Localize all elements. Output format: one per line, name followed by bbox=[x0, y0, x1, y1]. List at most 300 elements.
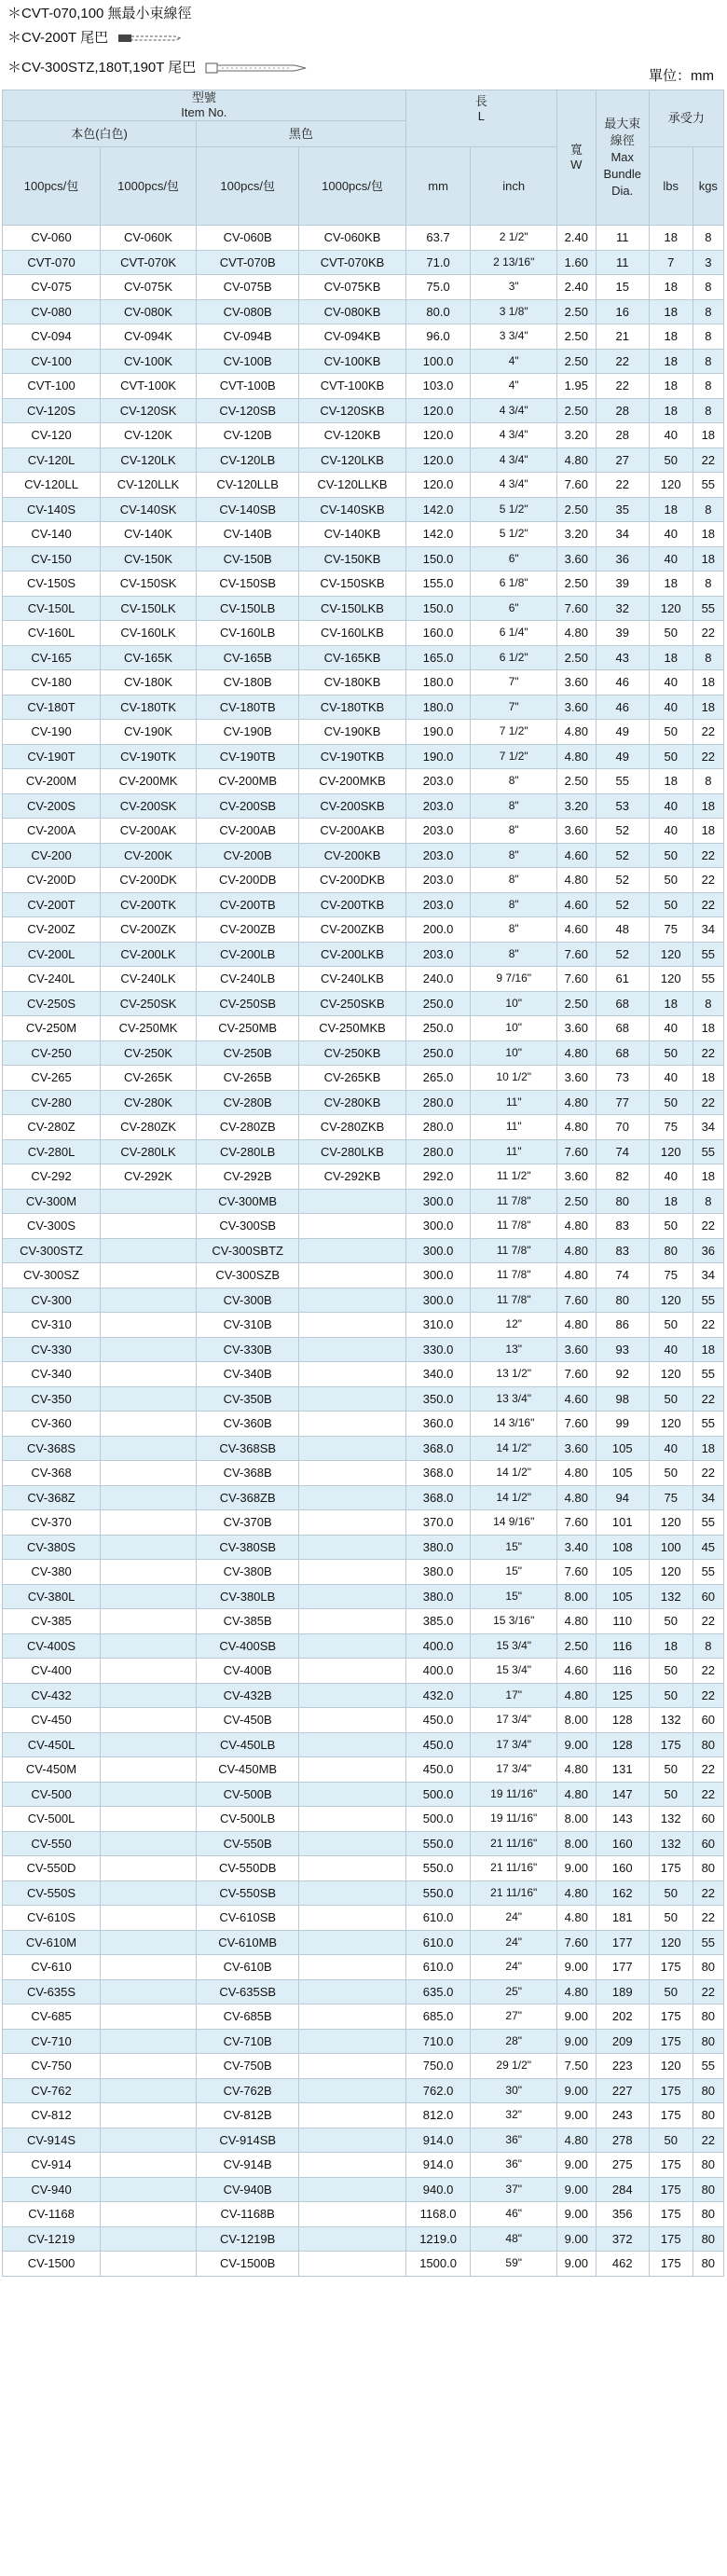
cell-tensile-kgs: 18 bbox=[693, 793, 723, 819]
cell-bundle-dia: 80 bbox=[596, 1189, 649, 1214]
cell-length-inch: 13 3/4" bbox=[471, 1386, 557, 1412]
cell-natural-100: CV-120L bbox=[3, 448, 101, 473]
cell-black-100: CV-400SB bbox=[197, 1633, 299, 1659]
cell-natural-1000 bbox=[101, 1633, 197, 1659]
cell-tensile-kgs: 80 bbox=[693, 1955, 723, 1980]
cell-tensile-kgs: 60 bbox=[693, 1584, 723, 1609]
cell-natural-100: CVT-100 bbox=[3, 374, 101, 399]
cell-width: 2.50 bbox=[557, 991, 597, 1016]
cell-length-mm: 103.0 bbox=[405, 374, 471, 399]
cell-length-mm: 368.0 bbox=[405, 1461, 471, 1486]
cell-black-100: CV-280LB bbox=[197, 1139, 299, 1164]
cell-black-1000 bbox=[299, 1906, 405, 1931]
cell-width: 9.00 bbox=[557, 2103, 597, 2128]
cell-black-100: CV-300MB bbox=[197, 1189, 299, 1214]
cell-natural-1000: CVT-070K bbox=[101, 250, 197, 275]
cell-width: 2.40 bbox=[557, 275, 597, 300]
cell-tensile-lbs: 120 bbox=[649, 1288, 693, 1313]
cell-width: 9.00 bbox=[557, 2004, 597, 2030]
table-row bbox=[3, 1683, 724, 1708]
cell-tensile-kgs: 55 bbox=[693, 2054, 723, 2079]
cell-bundle-dia: 77 bbox=[596, 1090, 649, 1115]
cell-natural-1000: CV-200SK bbox=[101, 793, 197, 819]
cell-length-mm: 940.0 bbox=[405, 2177, 471, 2202]
cell-black-100: CV-250SB bbox=[197, 991, 299, 1016]
cell-length-mm: 280.0 bbox=[405, 1115, 471, 1140]
cell-natural-1000 bbox=[101, 2128, 197, 2153]
cell-bundle-dia: 86 bbox=[596, 1313, 649, 1338]
cell-natural-100: CV-380L bbox=[3, 1584, 101, 1609]
cell-tensile-kgs: 8 bbox=[693, 1633, 723, 1659]
cell-width: 7.60 bbox=[557, 596, 597, 621]
cell-length-mm: 432.0 bbox=[405, 1683, 471, 1708]
cell-tensile-kgs: 34 bbox=[693, 1485, 723, 1510]
cell-bundle-dia: 49 bbox=[596, 744, 649, 769]
cell-width: 8.00 bbox=[557, 1831, 597, 1856]
cell-black-1000: CV-200LKB bbox=[299, 942, 405, 967]
cell-tensile-kgs: 36 bbox=[693, 1238, 723, 1263]
cell-bundle-dia: 39 bbox=[596, 621, 649, 646]
cell-bundle-dia: 83 bbox=[596, 1214, 649, 1239]
cell-natural-1000 bbox=[101, 2103, 197, 2128]
cell-length-mm: 180.0 bbox=[405, 670, 471, 696]
cell-natural-1000: CV-190K bbox=[101, 720, 197, 745]
cell-natural-1000 bbox=[101, 2153, 197, 2178]
cell-bundle-dia: 68 bbox=[596, 1040, 649, 1066]
cell-length-inch: 4 3/4" bbox=[471, 448, 557, 473]
cell-natural-1000 bbox=[101, 1461, 197, 1486]
cell-tensile-kgs: 8 bbox=[693, 398, 723, 423]
cell-length-mm: 750.0 bbox=[405, 2054, 471, 2079]
cell-black-1000: CVT-100KB bbox=[299, 374, 405, 399]
cell-tensile-lbs: 175 bbox=[649, 2029, 693, 2054]
header-model-cn: 型號 bbox=[191, 90, 216, 104]
cell-bundle-dia: 147 bbox=[596, 1782, 649, 1807]
cell-length-inch: 25" bbox=[471, 1979, 557, 2004]
cell-natural-1000: CV-080K bbox=[101, 299, 197, 324]
table-row bbox=[3, 324, 724, 350]
cell-tensile-kgs: 8 bbox=[693, 572, 723, 597]
cell-tensile-kgs: 80 bbox=[693, 2029, 723, 2054]
cell-black-1000 bbox=[299, 1214, 405, 1239]
cell-tensile-kgs: 18 bbox=[693, 1337, 723, 1362]
cell-black-1000 bbox=[299, 1412, 405, 1437]
header-tensile: 承受力 bbox=[649, 90, 723, 147]
cell-natural-1000 bbox=[101, 1880, 197, 1906]
cell-width: 4.60 bbox=[557, 892, 597, 917]
cell-natural-1000 bbox=[101, 1436, 197, 1461]
cell-natural-1000 bbox=[101, 1189, 197, 1214]
cell-black-1000: CV-140KB bbox=[299, 522, 405, 547]
cell-length-inch: 6" bbox=[471, 546, 557, 572]
cell-tensile-lbs: 175 bbox=[649, 2153, 693, 2178]
cell-tensile-kgs: 22 bbox=[693, 1090, 723, 1115]
table-row bbox=[3, 1659, 724, 1684]
cell-natural-1000: CV-165K bbox=[101, 645, 197, 670]
header-mm: mm bbox=[405, 147, 471, 226]
cell-black-1000 bbox=[299, 1979, 405, 2004]
cell-tensile-kgs: 22 bbox=[693, 1880, 723, 1906]
cell-width: 3.60 bbox=[557, 1436, 597, 1461]
cell-width: 4.80 bbox=[557, 448, 597, 473]
cell-black-1000 bbox=[299, 1263, 405, 1288]
cell-black-100: CV-500LB bbox=[197, 1807, 299, 1832]
cell-tensile-kgs: 18 bbox=[693, 522, 723, 547]
cell-width: 3.20 bbox=[557, 793, 597, 819]
header-width-sym: W bbox=[570, 158, 583, 172]
cell-black-1000 bbox=[299, 1485, 405, 1510]
cell-length-inch: 15 3/4" bbox=[471, 1633, 557, 1659]
cell-black-100: CV-310B bbox=[197, 1313, 299, 1338]
cell-black-100: CV-100B bbox=[197, 349, 299, 374]
cell-black-100: CV-1219B bbox=[197, 2226, 299, 2252]
cell-tensile-lbs: 120 bbox=[649, 1560, 693, 1585]
cell-natural-100: CV-635S bbox=[3, 1979, 101, 2004]
cell-black-100: CV-750B bbox=[197, 2054, 299, 2079]
cell-tensile-lbs: 175 bbox=[649, 2177, 693, 2202]
cell-natural-1000: CV-200MK bbox=[101, 769, 197, 794]
cell-black-1000: CV-094KB bbox=[299, 324, 405, 350]
cell-bundle-dia: 22 bbox=[596, 349, 649, 374]
table-row bbox=[3, 1560, 724, 1585]
cell-black-100: CV-340B bbox=[197, 1362, 299, 1387]
cell-natural-1000: CV-280ZK bbox=[101, 1115, 197, 1140]
cell-black-1000 bbox=[299, 2054, 405, 2079]
cell-bundle-dia: 128 bbox=[596, 1732, 649, 1757]
cell-bundle-dia: 94 bbox=[596, 1485, 649, 1510]
table-row bbox=[3, 819, 724, 844]
cell-black-1000: CV-160LKB bbox=[299, 621, 405, 646]
cell-tensile-lbs: 50 bbox=[649, 1979, 693, 2004]
cell-black-100: CV-635SB bbox=[197, 1979, 299, 2004]
cell-black-1000: CV-250MKB bbox=[299, 1016, 405, 1041]
cell-length-inch: 12" bbox=[471, 1313, 557, 1338]
cell-natural-100: CV-300SZ bbox=[3, 1263, 101, 1288]
cell-tensile-kgs: 22 bbox=[693, 1386, 723, 1412]
cell-width: 2.50 bbox=[557, 769, 597, 794]
cell-length-inch: 14 1/2" bbox=[471, 1461, 557, 1486]
cell-black-100: CV-165B bbox=[197, 645, 299, 670]
cell-black-1000 bbox=[299, 1708, 405, 1733]
cell-black-100: CV-812B bbox=[197, 2103, 299, 2128]
cell-tensile-lbs: 18 bbox=[649, 497, 693, 522]
cable-tie-spec-table bbox=[2, 90, 724, 2277]
cell-tensile-kgs: 8 bbox=[693, 324, 723, 350]
note-line-2 bbox=[7, 28, 183, 48]
cell-length-inch: 8" bbox=[471, 917, 557, 943]
cell-tensile-lbs: 18 bbox=[649, 645, 693, 670]
cell-natural-1000 bbox=[101, 1782, 197, 1807]
header-length bbox=[405, 90, 556, 147]
cell-tensile-kgs: 22 bbox=[693, 621, 723, 646]
cell-black-1000 bbox=[299, 2153, 405, 2178]
cell-length-mm: 250.0 bbox=[405, 1040, 471, 1066]
header-black-1000: 1000pcs/包 bbox=[299, 147, 405, 226]
cell-length-inch: 19 11/16" bbox=[471, 1782, 557, 1807]
cell-black-1000: CV-200KB bbox=[299, 843, 405, 868]
cell-bundle-dia: 52 bbox=[596, 843, 649, 868]
cell-length-mm: 500.0 bbox=[405, 1807, 471, 1832]
cell-tensile-lbs: 50 bbox=[649, 1757, 693, 1783]
table-row bbox=[3, 744, 724, 769]
cell-natural-1000 bbox=[101, 1732, 197, 1757]
cell-bundle-dia: 11 bbox=[596, 250, 649, 275]
cell-bundle-dia: 98 bbox=[596, 1386, 649, 1412]
table-row bbox=[3, 1238, 724, 1263]
cell-width: 4.60 bbox=[557, 1386, 597, 1412]
table-row bbox=[3, 1164, 724, 1190]
cell-length-mm: 265.0 bbox=[405, 1066, 471, 1091]
cell-natural-1000 bbox=[101, 1683, 197, 1708]
cell-natural-100: CV-450 bbox=[3, 1708, 101, 1733]
cell-black-100: CV-140SB bbox=[197, 497, 299, 522]
cell-black-1000 bbox=[299, 1930, 405, 1955]
cell-width: 4.60 bbox=[557, 1659, 597, 1684]
cell-tensile-lbs: 50 bbox=[649, 1609, 693, 1634]
cell-tensile-lbs: 120 bbox=[649, 1139, 693, 1164]
cell-natural-100: CV-200L bbox=[3, 942, 101, 967]
cell-bundle-dia: 35 bbox=[596, 497, 649, 522]
cell-tensile-kgs: 22 bbox=[693, 1683, 723, 1708]
cell-natural-1000: CV-100K bbox=[101, 349, 197, 374]
cell-bundle-dia: 105 bbox=[596, 1584, 649, 1609]
cell-tensile-lbs: 75 bbox=[649, 917, 693, 943]
cell-length-inch: 6 1/2" bbox=[471, 645, 557, 670]
cell-tensile-lbs: 50 bbox=[649, 1386, 693, 1412]
cell-natural-1000 bbox=[101, 2177, 197, 2202]
cell-width: 7.60 bbox=[557, 1412, 597, 1437]
cell-natural-1000: CV-120K bbox=[101, 423, 197, 448]
table-row bbox=[3, 868, 724, 893]
table-row bbox=[3, 1807, 724, 1832]
cell-tensile-kgs: 22 bbox=[693, 1313, 723, 1338]
cell-natural-1000: CV-250K bbox=[101, 1040, 197, 1066]
table-row bbox=[3, 1633, 724, 1659]
cell-tensile-kgs: 60 bbox=[693, 1708, 723, 1733]
notes-section bbox=[0, 0, 727, 91]
cell-natural-100: CV-750 bbox=[3, 2054, 101, 2079]
cell-length-inch: 3 3/4" bbox=[471, 324, 557, 350]
cell-width: 7.60 bbox=[557, 1139, 597, 1164]
cell-width: 3.20 bbox=[557, 522, 597, 547]
cell-black-100: CV-120LLB bbox=[197, 473, 299, 498]
cell-natural-1000: CV-265K bbox=[101, 1066, 197, 1091]
cell-tensile-kgs: 80 bbox=[693, 2177, 723, 2202]
table-row bbox=[3, 2128, 724, 2153]
cell-black-1000 bbox=[299, 1683, 405, 1708]
cell-black-1000 bbox=[299, 2004, 405, 2030]
cell-bundle-dia: 116 bbox=[596, 1659, 649, 1684]
cell-length-mm: 120.0 bbox=[405, 473, 471, 498]
cell-length-mm: 190.0 bbox=[405, 720, 471, 745]
cell-length-mm: 100.0 bbox=[405, 349, 471, 374]
cell-length-inch: 13 1/2" bbox=[471, 1362, 557, 1387]
cell-natural-100: CV-150 bbox=[3, 546, 101, 572]
cell-length-mm: 240.0 bbox=[405, 967, 471, 992]
table-row bbox=[3, 2029, 724, 2054]
cell-length-mm: 165.0 bbox=[405, 645, 471, 670]
cell-length-mm: 300.0 bbox=[405, 1238, 471, 1263]
cell-natural-1000 bbox=[101, 1831, 197, 1856]
cell-width: 7.60 bbox=[557, 1362, 597, 1387]
cell-black-100: CV-120LB bbox=[197, 448, 299, 473]
cell-natural-1000: CVT-100K bbox=[101, 374, 197, 399]
cell-tensile-lbs: 50 bbox=[649, 744, 693, 769]
cell-width: 4.80 bbox=[557, 1115, 597, 1140]
cell-tensile-lbs: 18 bbox=[649, 374, 693, 399]
cell-natural-1000 bbox=[101, 1708, 197, 1733]
cell-black-100: CV-610SB bbox=[197, 1906, 299, 1931]
cell-bundle-dia: 105 bbox=[596, 1461, 649, 1486]
cell-natural-100: CV-180 bbox=[3, 670, 101, 696]
table-row bbox=[3, 1510, 724, 1536]
cell-bundle-dia: 53 bbox=[596, 793, 649, 819]
cell-natural-100: CV-120S bbox=[3, 398, 101, 423]
cell-tensile-lbs: 175 bbox=[649, 2078, 693, 2103]
cell-bundle-dia: 160 bbox=[596, 1831, 649, 1856]
cell-tensile-kgs: 60 bbox=[693, 1831, 723, 1856]
cell-black-100: CV-550B bbox=[197, 1831, 299, 1856]
cell-width: 4.80 bbox=[557, 1683, 597, 1708]
table-row bbox=[3, 448, 724, 473]
table-row bbox=[3, 2054, 724, 2079]
cell-tensile-lbs: 50 bbox=[649, 868, 693, 893]
table-row bbox=[3, 1609, 724, 1634]
cell-width: 4.80 bbox=[557, 2128, 597, 2153]
cell-black-100: CV-300SBTZ bbox=[197, 1238, 299, 1263]
cell-tensile-kgs: 55 bbox=[693, 1510, 723, 1536]
table-row bbox=[3, 695, 724, 720]
table-row bbox=[3, 1757, 724, 1783]
cell-tensile-lbs: 175 bbox=[649, 1955, 693, 1980]
cell-natural-100: CV-190T bbox=[3, 744, 101, 769]
cell-length-mm: 610.0 bbox=[405, 1906, 471, 1931]
cell-tensile-kgs: 80 bbox=[693, 2202, 723, 2227]
cell-black-100: CV-1168B bbox=[197, 2202, 299, 2227]
table-row bbox=[3, 1337, 724, 1362]
table-row bbox=[3, 2252, 724, 2277]
cell-black-1000 bbox=[299, 2103, 405, 2128]
cell-black-1000: CV-250KB bbox=[299, 1040, 405, 1066]
cell-length-inch: 30" bbox=[471, 2078, 557, 2103]
cell-tensile-kgs: 8 bbox=[693, 991, 723, 1016]
table-row bbox=[3, 967, 724, 992]
cell-width: 9.00 bbox=[557, 2153, 597, 2178]
note-text: ＊CV-200T 尾巴 bbox=[7, 30, 109, 46]
table-row bbox=[3, 1139, 724, 1164]
cell-width: 4.80 bbox=[557, 621, 597, 646]
cell-tensile-lbs: 18 bbox=[649, 769, 693, 794]
cell-tensile-lbs: 120 bbox=[649, 1362, 693, 1387]
cell-bundle-dia: 43 bbox=[596, 645, 649, 670]
cell-width: 7.60 bbox=[557, 942, 597, 967]
cell-black-100: CV-280B bbox=[197, 1090, 299, 1115]
cell-tensile-lbs: 175 bbox=[649, 1732, 693, 1757]
cell-bundle-dia: 101 bbox=[596, 1510, 649, 1536]
cell-width: 9.00 bbox=[557, 2202, 597, 2227]
cell-tensile-kgs: 55 bbox=[693, 1560, 723, 1585]
cell-width: 9.00 bbox=[557, 2252, 597, 2277]
cell-length-inch: 11 7/8" bbox=[471, 1189, 557, 1214]
cell-natural-100: CV-368S bbox=[3, 1436, 101, 1461]
cell-tensile-kgs: 34 bbox=[693, 917, 723, 943]
cell-bundle-dia: 70 bbox=[596, 1115, 649, 1140]
cell-width: 1.95 bbox=[557, 374, 597, 399]
header-natural-1000: 1000pcs/包 bbox=[101, 147, 197, 226]
table-row bbox=[3, 1708, 724, 1733]
header-black-100: 100pcs/包 bbox=[197, 147, 299, 226]
cell-width: 2.50 bbox=[557, 572, 597, 597]
cell-natural-1000 bbox=[101, 1337, 197, 1362]
cell-tensile-kgs: 8 bbox=[693, 299, 723, 324]
header-kgs: kgs bbox=[693, 147, 723, 226]
cell-black-100: CVT-070B bbox=[197, 250, 299, 275]
cell-black-100: CV-300SZB bbox=[197, 1263, 299, 1288]
cell-bundle-dia: 93 bbox=[596, 1337, 649, 1362]
table-row bbox=[3, 1461, 724, 1486]
cell-black-100: CV-432B bbox=[197, 1683, 299, 1708]
cell-natural-100: CV-140 bbox=[3, 522, 101, 547]
cell-length-mm: 300.0 bbox=[405, 1214, 471, 1239]
cell-tensile-lbs: 175 bbox=[649, 2103, 693, 2128]
cell-length-inch: 14 1/2" bbox=[471, 1485, 557, 1510]
cell-black-100: CV-250MB bbox=[197, 1016, 299, 1041]
cell-length-mm: 340.0 bbox=[405, 1362, 471, 1387]
cell-tensile-lbs: 175 bbox=[649, 2226, 693, 2252]
cell-tensile-kgs: 55 bbox=[693, 1412, 723, 1437]
cell-bundle-dia: 61 bbox=[596, 967, 649, 992]
cell-width: 4.80 bbox=[557, 1040, 597, 1066]
cell-length-mm: 610.0 bbox=[405, 1955, 471, 1980]
cell-tensile-kgs: 8 bbox=[693, 645, 723, 670]
cell-width: 2.50 bbox=[557, 398, 597, 423]
cell-tensile-kgs: 55 bbox=[693, 1139, 723, 1164]
cell-bundle-dia: 278 bbox=[596, 2128, 649, 2153]
cell-bundle-dia: 52 bbox=[596, 868, 649, 893]
cell-black-1000: CV-165KB bbox=[299, 645, 405, 670]
cell-natural-1000: CV-200AK bbox=[101, 819, 197, 844]
cell-natural-100: CV-160L bbox=[3, 621, 101, 646]
cell-width: 4.80 bbox=[557, 868, 597, 893]
cell-natural-1000: CV-200K bbox=[101, 843, 197, 868]
table-row bbox=[3, 942, 724, 967]
cell-black-1000 bbox=[299, 1535, 405, 1560]
cell-width: 4.80 bbox=[557, 1090, 597, 1115]
cell-tensile-lbs: 120 bbox=[649, 1412, 693, 1437]
cell-natural-1000 bbox=[101, 1609, 197, 1634]
cell-black-1000 bbox=[299, 1436, 405, 1461]
cell-natural-1000: CV-150K bbox=[101, 546, 197, 572]
cell-length-mm: 380.0 bbox=[405, 1584, 471, 1609]
cell-length-inch: 9 7/16" bbox=[471, 967, 557, 992]
header-bundle-en: Max Bundle Dia. bbox=[603, 150, 641, 198]
cell-tensile-lbs: 100 bbox=[649, 1535, 693, 1560]
cell-black-100: CV-120B bbox=[197, 423, 299, 448]
table-row bbox=[3, 1436, 724, 1461]
cell-natural-1000 bbox=[101, 1412, 197, 1437]
cell-length-mm: 380.0 bbox=[405, 1560, 471, 1585]
cell-natural-100: CV-200M bbox=[3, 769, 101, 794]
cell-black-100: CV-190TB bbox=[197, 744, 299, 769]
cell-black-1000: CV-200DKB bbox=[299, 868, 405, 893]
cell-tensile-kgs: 22 bbox=[693, 2128, 723, 2153]
cell-length-mm: 812.0 bbox=[405, 2103, 471, 2128]
cell-width: 3.40 bbox=[557, 1535, 597, 1560]
cell-tensile-lbs: 18 bbox=[649, 324, 693, 350]
cell-bundle-dia: 48 bbox=[596, 917, 649, 943]
cell-tensile-lbs: 40 bbox=[649, 695, 693, 720]
cell-tensile-kgs: 22 bbox=[693, 892, 723, 917]
